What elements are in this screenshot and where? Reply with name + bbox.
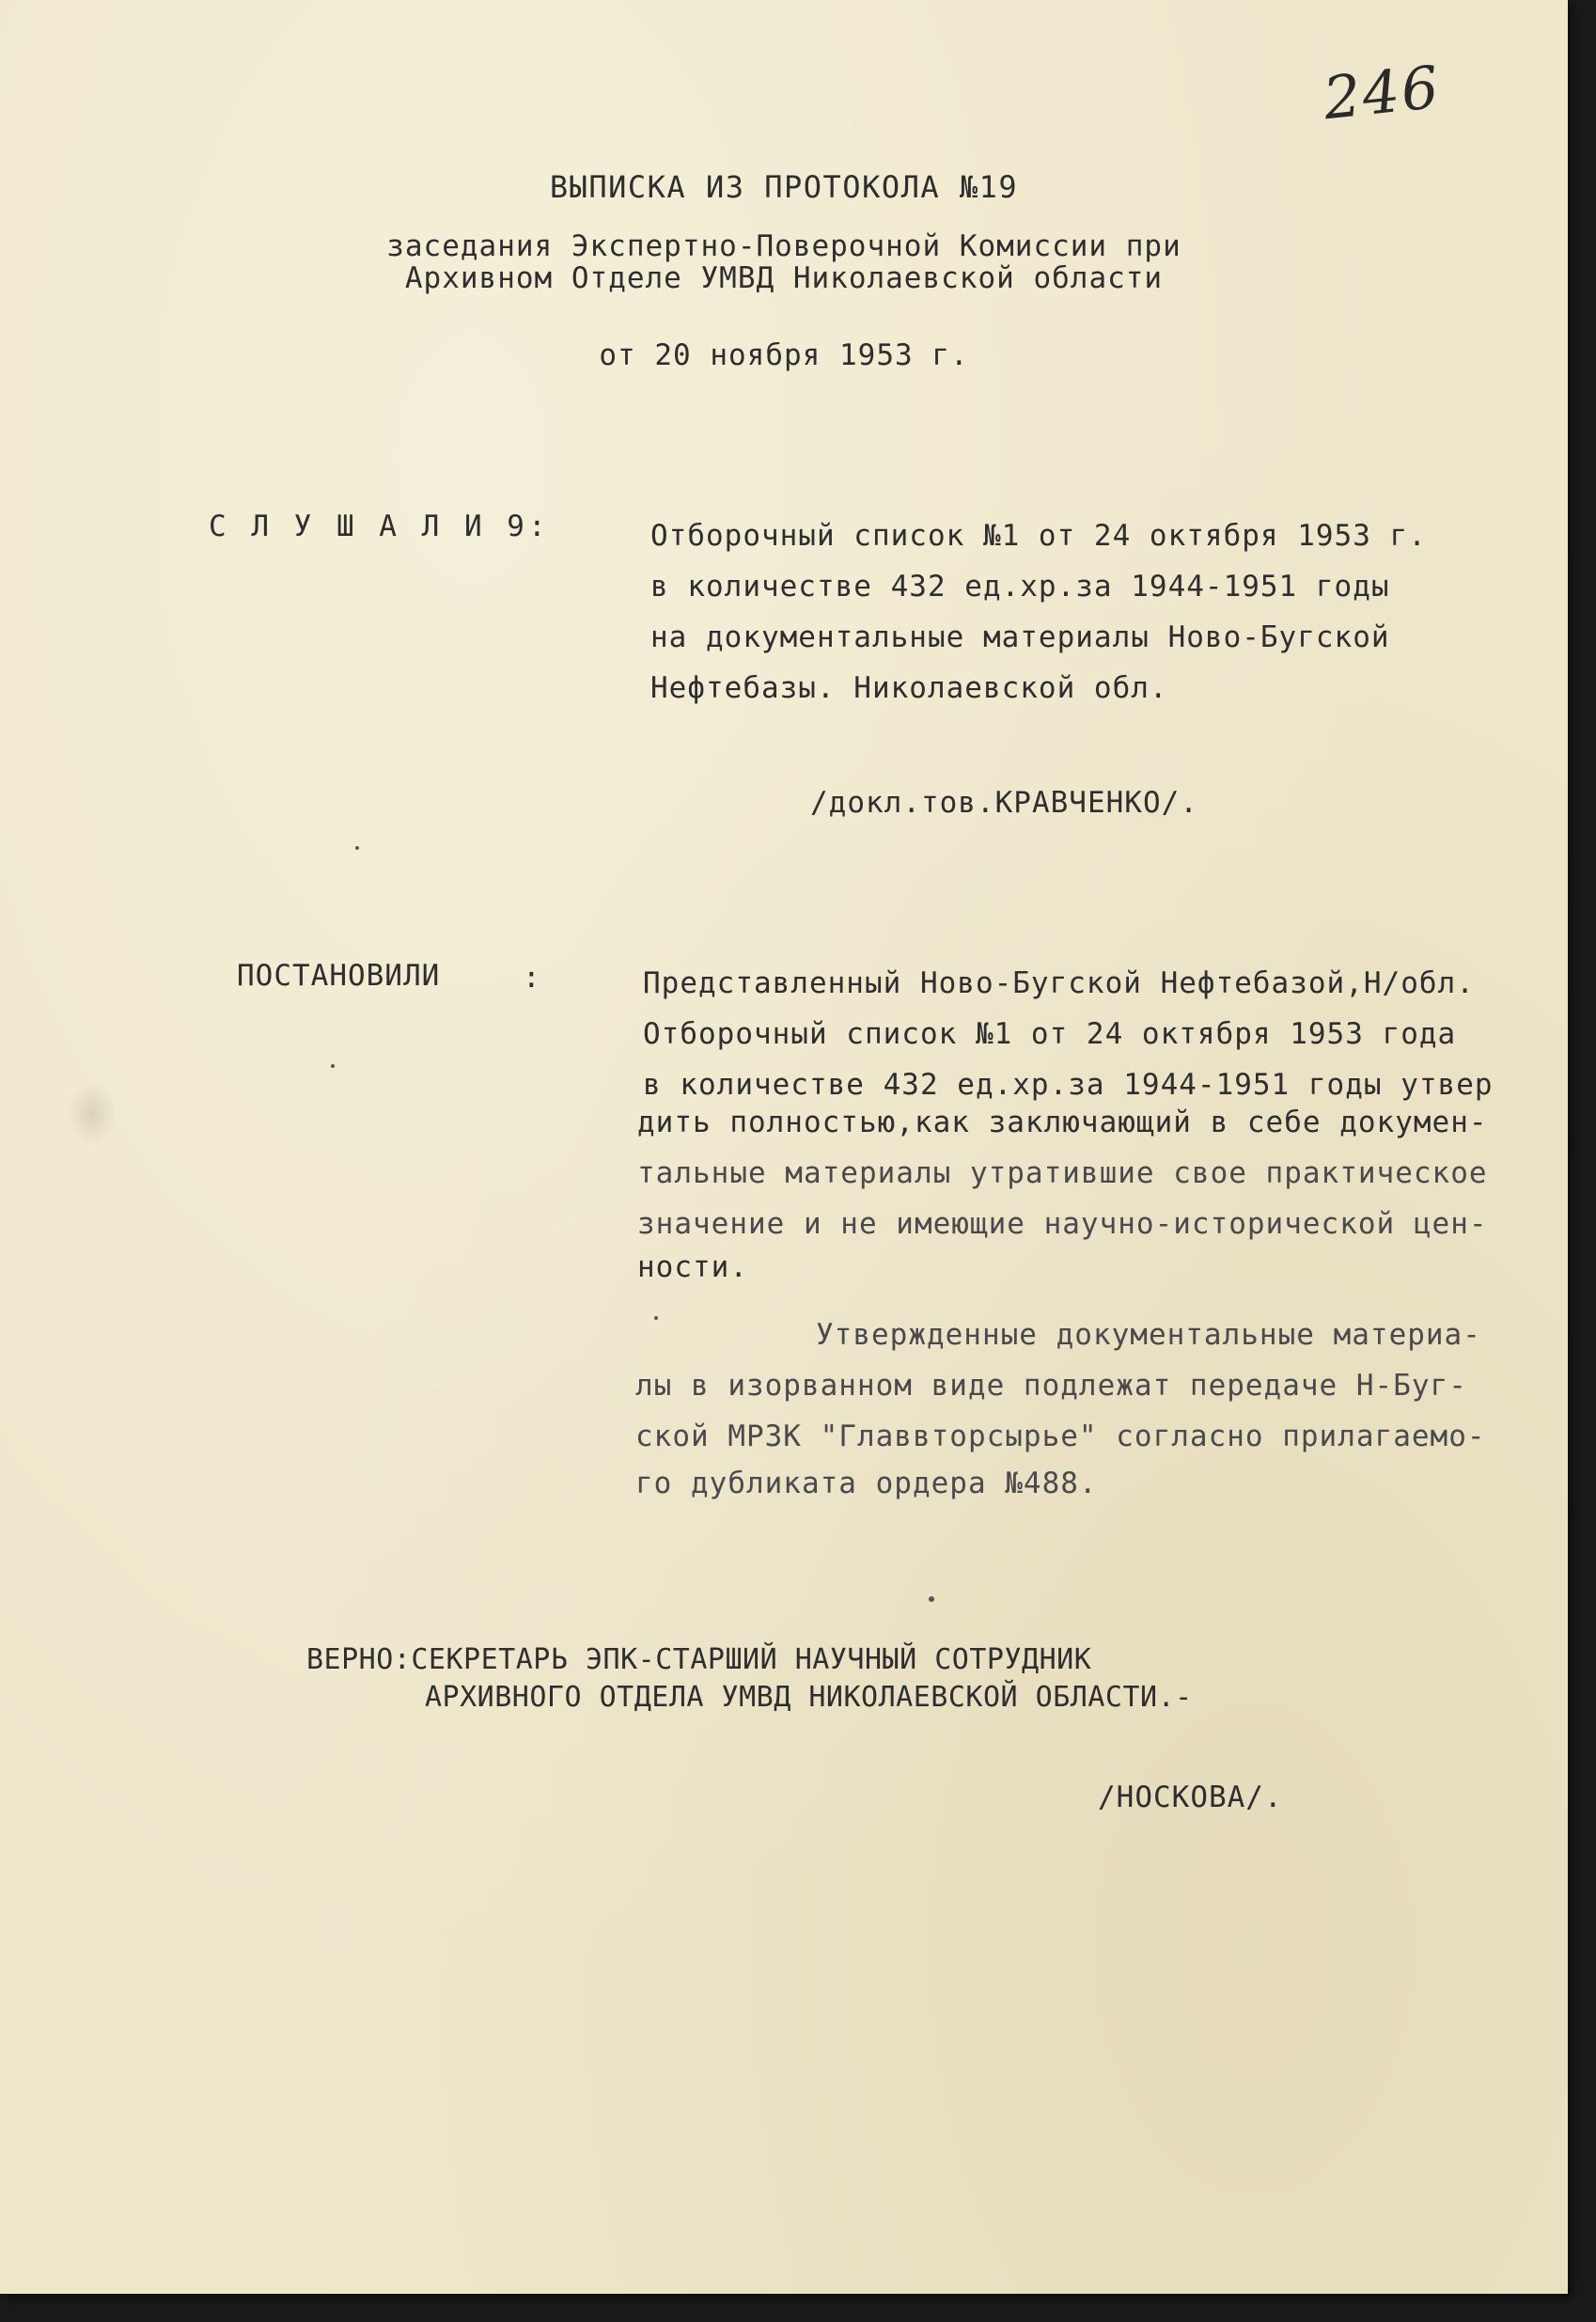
resolved-line: в количестве 432 ед.хр.за 1944-1951 годы утвер — [643, 1068, 1494, 1102]
header-date: от 20 ноября 1953 г. — [599, 338, 969, 372]
header-line-2: Архивном Отделе УМВД Николаевской области — [404, 261, 1164, 295]
resolved-line: значение и не имеющие научно-исторической цен- — [637, 1207, 1488, 1241]
heard-reporter: /докл.тов.КРАВЧЕНКО/. — [810, 786, 1198, 820]
resolved-line: тальные материалы утратившие свое практическое — [637, 1156, 1488, 1190]
resolved-line: ности. — [637, 1250, 748, 1284]
resolved-para2-line: Утвержденные документальные материа- — [816, 1318, 1481, 1352]
signature-line-2: АРХИВНОГО ОТДЕЛА УМВД НИКОЛАЕВСКОЙ ОБЛАСТИ.- — [425, 1681, 1193, 1714]
resolved-line: Представленный Ново-Бугской Нефтебазой,Н/обл. — [643, 966, 1475, 1000]
heard-line: на документальные материалы Ново-Бугской — [650, 620, 1390, 654]
heard-line: в количестве 432 ед.хр.за 1944-1951 годы — [650, 570, 1390, 604]
resolved-para2-line: ской МРЗК "Главвторсырье" согласно прилагаемо- — [635, 1420, 1486, 1453]
ink-speck — [929, 1596, 934, 1602]
ink-speck — [331, 1064, 335, 1068]
resolved-line: дить полностью,как заключающий в себе докумен- — [637, 1106, 1488, 1139]
resolved-label: ПОСТАНОВИЛИ — [237, 959, 441, 993]
header-line-1: заседания Экспертно-Поверочной Комиссии при — [386, 229, 1181, 263]
pin-hole — [68, 1081, 117, 1147]
signature-line-1: ВЕРНО:СЕКРЕТАРЬ ЭПК-СТАРШИЙ НАУЧНЫЙ СОТРУДНИК — [306, 1643, 1092, 1676]
signature-name: /НОСКОВА/. — [1098, 1781, 1283, 1814]
folio-number: 246 — [1320, 52, 1444, 133]
ink-speck — [654, 1316, 658, 1320]
heard-line: Отборочный список №1 от 24 октября 1953 г. — [650, 519, 1427, 553]
resolved-para2-line: го дубликата ордера №488. — [635, 1467, 1098, 1500]
resolved-colon: : — [523, 961, 541, 995]
resolved-para2-line: лы в изорванном виде подлежат передаче Н-Буг- — [635, 1369, 1467, 1403]
resolved-line: Отборочный список №1 от 24 октября 1953 года — [643, 1017, 1457, 1051]
document-title: ВЫПИСКА ИЗ ПРОТОКОЛА №19 — [549, 169, 1019, 205]
ink-speck — [355, 846, 359, 850]
heard-line: Нефтебазы. Николаевской обл. — [650, 671, 1168, 705]
heard-label: С Л У Ш А Л И 9: — [209, 510, 550, 543]
